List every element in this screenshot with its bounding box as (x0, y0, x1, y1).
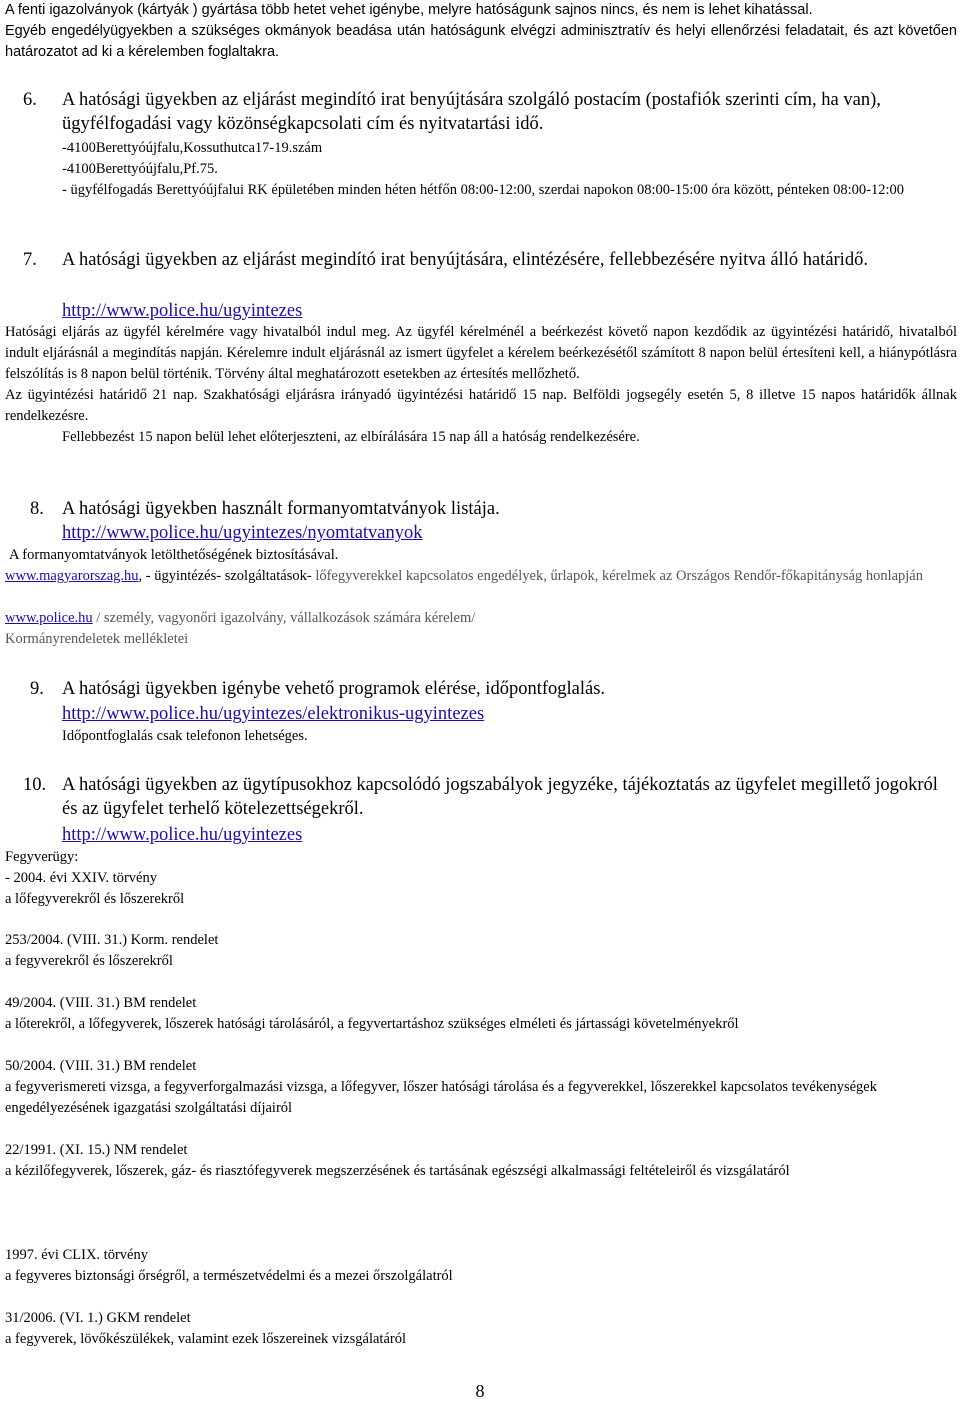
section-9-number: 9. (30, 679, 44, 699)
address-postbox: -4100Berettyóújfalu,Pf.75. (62, 161, 218, 177)
forms-portal-line (5, 566, 957, 587)
intro-block (5, 0, 957, 63)
law-reference: 49/2004. (VIII. 31.) BM rendelet (5, 995, 197, 1011)
portal-path-text: , - ügyintézés- szolgáltatások- (138, 568, 316, 584)
section-10-number: 10. (23, 775, 47, 795)
section-8-number: 8. (30, 499, 44, 519)
law-description: a fegyverek, lövőkészülékek, valamint ezek lőszereinek vizsgálatáról (5, 1331, 406, 1347)
appeal-paragraph: Fellebbezést 15 napon belül lehet előterjeszteni, az elbírálására 15 nap áll a hatóság rendelkezésére. (62, 429, 640, 445)
section-6-body (62, 138, 957, 201)
section-8-title: A hatósági ügyekben használt formanyomtatványok listája. (62, 499, 500, 519)
law-item (5, 1056, 957, 1119)
law-item (5, 1245, 957, 1287)
law-item (5, 930, 957, 972)
section-6-title: A hatósági ügyekben az eljárást megindító irat benyújtására szolgáló postacím (postafiók szerinti cím, ha van), ügyfélfogadási vagy közönségkapcsolati cím és nyitvatartási idő. (62, 90, 881, 134)
police-link[interactable]: www.police.hu (5, 610, 93, 626)
law-description: a fegyveres biztonsági őrségről, a természetvédelmi és a mezei őrszolgálatról (5, 1268, 453, 1284)
forms-link[interactable]: http://www.police.hu/ugyintezes/nyomtatvanyok (62, 523, 423, 543)
laws-title: Fegyverügy: (5, 849, 79, 865)
section-9-title: A hatósági ügyekben igénybe vehető programok elérése, időpontfoglalás. (62, 679, 606, 699)
section-10-title: A hatósági ügyekben az ügytípusokhoz kapcsolódó jogszabályok jegyzéke, tájékoztatás az ügyfelet megillető jogokról és az ügyfelet terhelő kötelezettségekről. (62, 775, 938, 819)
section-6-number: 6. (23, 90, 37, 110)
section-7-heading (23, 248, 957, 272)
magyarorszag-link[interactable]: www.magyarorszag.hu (5, 568, 139, 584)
appointment-note: Időpontfoglalás csak telefonon lehetséges. (62, 728, 308, 744)
law-item (5, 1308, 957, 1350)
law-reference: 253/2004. (VIII. 31.) Korm. rendelet (5, 932, 219, 948)
section-7-number: 7. (23, 250, 37, 270)
law-description: a fegyverismereti vizsga, a fegyverforgalmazási vizsga, a lőfegyver, lőszer hatósági tárolása és a fegyverekkel, lőszerekkel kapcsolatos tevékenységek engedélyezésének igazgatási szolgáltatási díjairól (5, 1079, 877, 1116)
law-item (5, 868, 957, 910)
police-forms-line (5, 608, 957, 629)
law-item (5, 1140, 957, 1182)
law-reference: - 2004. évi XXIV. törvény (5, 870, 157, 886)
intro-line-2: Egyéb engedélyügyekben a szükséges okmányok beadása után hatóságunk elvégzi adminisztratív és helyi ellenőrzési feladatait, és azt követően határozatot ad ki a kérelemben foglaltakra. (5, 23, 957, 60)
section-6-heading (23, 88, 957, 136)
office-hours: - ügyfélfogadás Berettyóújfalui RK épületében minden héten hétfőn 08:00-12:00, szerdai napokon 08:00-15:00 óra között, pénteken 08:00-12:00 (62, 182, 904, 198)
law-description: a lőterekről, a lőfegyverek, lőszerek hatósági tárolásáról, a fegyvertartáshoz szükséges elméleti és jártassági követelményekről (5, 1016, 739, 1032)
section-8-heading (30, 497, 957, 521)
section-7-link[interactable]: http://www.police.hu/ugyintezes (62, 301, 303, 321)
law-reference: 31/2006. (VI. 1.) GKM rendelet (5, 1310, 191, 1326)
law-item (5, 993, 957, 1035)
procedure-paragraph: Hatósági eljárás az ügyfél kérelmére vagy hivatalból indul meg. Az ügyfél kérelménél a beérkezést követő napon kezdődik az ügyintézési határidő, hivatalból indult eljárásnál a megindítás napján. Kérelemre indult eljárásnál az ismert ügyfelet a kérelem beérkezésétől számított 8 napon belül értesíteni kell, a hiánypótlásra felszólítás is 8 napon belül történik. Törvény által meghatározott esetekben az értesítés mellőzhető. (5, 324, 957, 382)
portal-description: lőfegyverekkel kapcsolatos engedélyek, űrlapok, kérelmek az Országos Rendőr-főkapitányság honlapján (315, 568, 923, 584)
section-9-heading (30, 677, 957, 701)
law-description: a lőfegyverekről és lőszerekről (5, 891, 185, 907)
deadline-paragraph: Az ügyintézési határidő 21 nap. Szakhatósági eljárásra irányadó ügyintézési határidő 15 nap. Belföldi jogsegély esetén 5, 8 illetve 15 napos határidők állnak rendelkezésre. (5, 387, 957, 424)
gov-decree-annexes: Kormányrendeletek mellékletei (5, 631, 189, 647)
e-administration-link[interactable]: http://www.police.hu/ugyintezes/elektronikus-ugyintezes (62, 704, 485, 724)
forms-note: A formanyomtatványok letölthetőségének biztosításával. (9, 547, 339, 563)
law-reference: 22/1991. (XI. 15.) NM rendelet (5, 1142, 188, 1158)
law-description: a fegyverekről és lőszerekről (5, 953, 173, 969)
section-7-body (5, 322, 957, 448)
page-number: 8 (475, 1381, 485, 1401)
law-reference: 1997. évi CLIX. törvény (5, 1247, 148, 1263)
intro-line-1: A fenti igazolványok (kártyák ) gyártása több hetet vehet igénybe, melyre hatóságunk sajnos nincs, és nem is lehet kihatással. (5, 2, 813, 18)
section-7-title: A hatósági ügyekben az eljárást megindító irat benyújtására, elintézésére, fellebbezésére nyitva álló határidő. (62, 250, 868, 270)
law-description: a kézilőfegyverek, lőszerek, gáz- és riasztófegyverek megszerzésének és tartásának egészségi alkalmassági feltételeiről és vizsgálatáról (5, 1163, 790, 1179)
law-reference: 50/2004. (VIII. 31.) BM rendelet (5, 1058, 197, 1074)
police-forms-text: / személy, vagyonőri igazolvány, vállalkozások számára kérelem/ (92, 610, 476, 626)
section-10-link[interactable]: http://www.police.hu/ugyintezes (62, 825, 303, 845)
address-street: -4100Berettyóújfalu,Kossuthutca17-19.szám (62, 140, 323, 156)
section-10-heading (23, 773, 957, 821)
